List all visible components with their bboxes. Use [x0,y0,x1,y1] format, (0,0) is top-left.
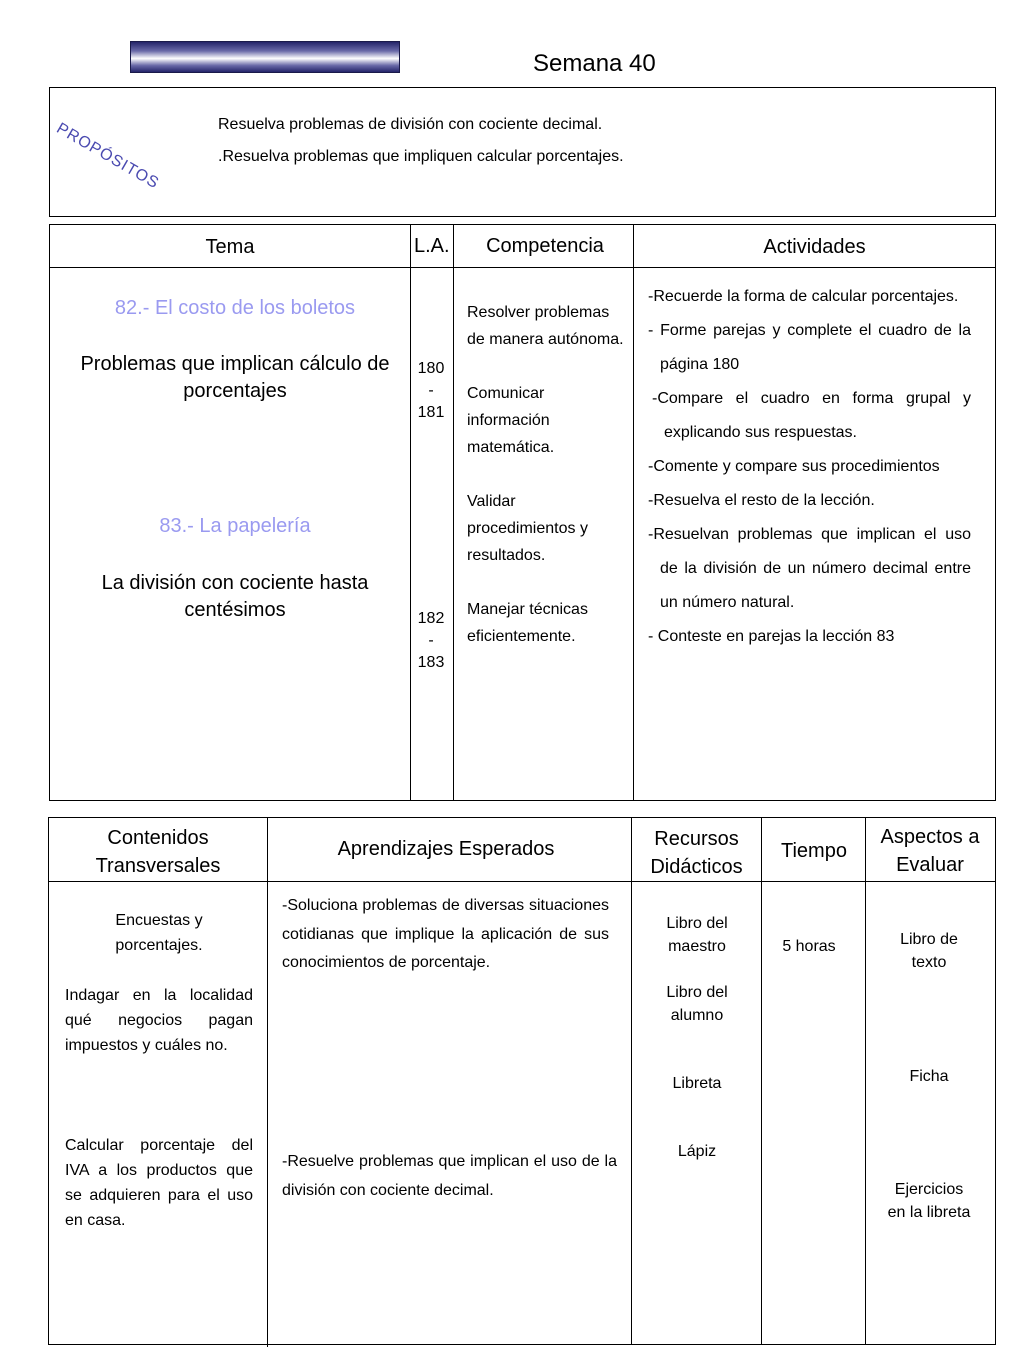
competencias-list [467,299,627,650]
header-competencia: Competencia [486,235,604,257]
header-tema: Tema [205,236,255,258]
competencia-item: Validar procedimientos y resultados. [467,493,588,564]
header-recursos-line: Recursos [654,828,739,850]
tiempo-value: 5 horas [782,938,836,955]
actividad-item: -Resuelvan problemas que implican el uso de la división de un número decimal entre un número natural. [648,526,971,611]
header-tiempo: Tiempo [781,840,847,862]
aspecto-item: Libro de texto [900,931,958,971]
actividad-item: - Conteste en parejas la lección 83 [648,628,895,645]
lesson-title: 83.- La papelería [159,515,311,537]
page-separator: - [428,382,434,399]
column-divider [453,224,454,801]
week-label: Semana 40 [533,50,656,77]
lesson-title: 82.- El costo de los boletos [114,297,356,319]
competencia-item: Comunicar información matemática. [467,385,555,456]
header-la: L.A. [414,235,450,257]
header-contenidos-line: Contenidos [107,827,209,849]
column-divider [633,224,634,801]
page-number: 182 [417,610,445,627]
header-aspectos-line: Evaluar [896,854,964,876]
aprendizaje-item: -Resuelve problemas que implican el uso de la división con cociente decimal. [282,1153,617,1199]
aprendizaje-item: -Soluciona problemas de diversas situaciones cotidianas que implique la aplicación de sus conocimientos de porcentaje. [282,897,609,971]
header-contenidos [49,824,267,880]
competencia-item: Resolver problemas de manera autónoma. [467,304,624,348]
recurso-item: Lápiz [677,1143,717,1160]
actividad-item: -Recuerde la forma de calcular porcentajes. [648,288,959,305]
actividad-item: -Compare el cuadro en forma grupal y explicando sus respuestas. [652,390,971,441]
column-divider [267,817,268,1347]
purposes-tag: PROPÓSITOS [53,120,163,193]
header-recursos-line: Didácticos [650,856,743,878]
contenido-item: Indagar en la localidad qué negocios pagan impuestos y cuáles no. [65,987,253,1054]
header-aspectos-line: Aspectos a [880,826,980,848]
header-contenidos-line: Transversales [95,855,221,877]
recurso-item: Libro del maestro [666,915,728,955]
header-aprendizajes: Aprendizajes Esperados [337,838,555,860]
actividades-list [648,280,971,654]
column-divider [865,817,866,1345]
competencia-item: Manejar técnicas eficientemente. [467,601,588,645]
page-number: 180 [417,360,445,377]
recurso-item: Libreta [672,1075,722,1092]
aspecto-item: Ejercicios en la libreta [887,1181,971,1221]
header-recursos [632,825,761,881]
lesson-subtitle: La división con cociente hasta centésimos [101,572,369,621]
evaluation-table-header-divider [48,881,996,882]
lesson-pages [411,608,451,674]
recurso-item: Libro del alumno [666,984,728,1024]
lesson-table-header-divider [49,267,996,268]
page-number: 181 [417,404,445,421]
lesson-pages [411,358,451,424]
aspecto-item: Ficha [909,1068,949,1085]
actividad-item: -Resuelva el resto de la lección. [648,492,875,509]
title-banner [130,41,400,73]
purpose-item: Resuelva problemas de división con cociente decimal. [218,116,603,133]
page-separator: - [428,632,434,649]
page-number: 183 [417,654,445,671]
actividad-item: - Forme parejas y complete el cuadro de la página 180 [648,322,971,373]
column-divider [631,817,632,1345]
column-divider [761,817,762,1345]
purpose-item: .Resuelva problemas que impliquen calcular porcentajes. [218,148,624,165]
contenido-item: Calcular porcentaje del IVA a los productos que se adquieren para el uso en casa. [65,1137,253,1229]
contenido-intro: Encuestas y porcentajes. [115,912,203,954]
actividad-item: -Comente y compare sus procedimientos [648,458,940,475]
lesson-subtitle: Problemas que implican cálculo de porcentajes [80,353,390,402]
header-aspectos [866,823,994,879]
header-actividades: Actividades [763,236,866,258]
